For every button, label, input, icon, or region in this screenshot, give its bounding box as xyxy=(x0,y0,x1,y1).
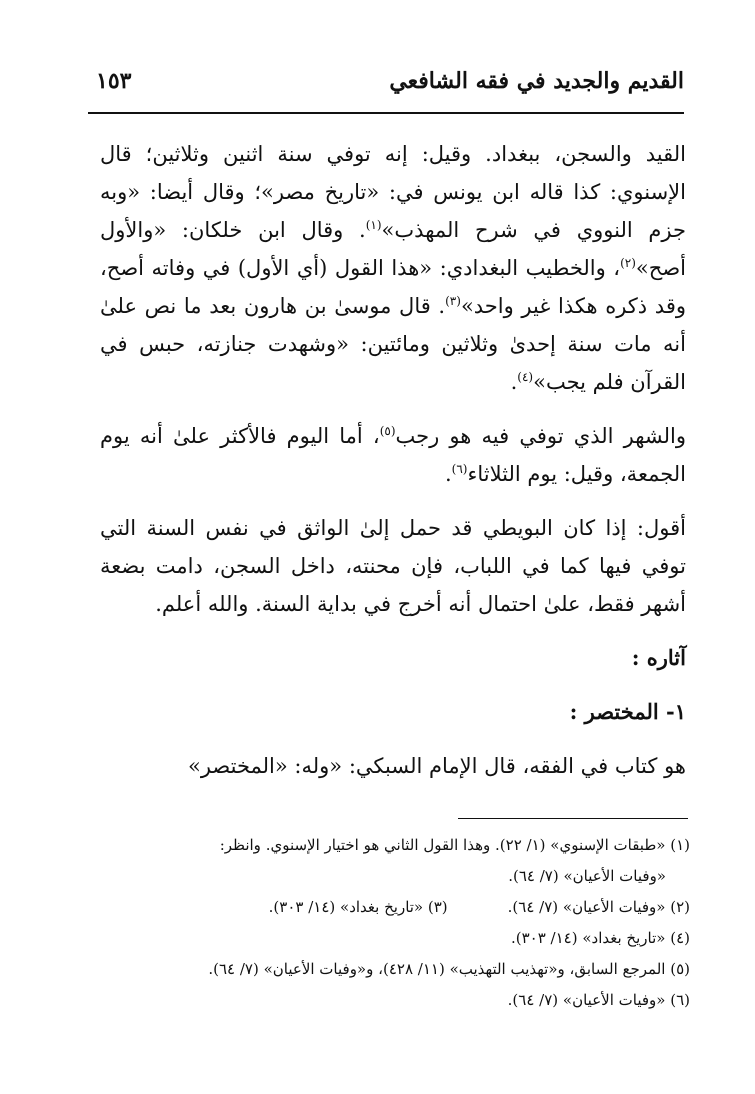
footnote-ref-2: (٢) xyxy=(620,256,636,270)
footnote-2: (٢) «وفيات الأعيان» (٧/ ٦٤). xyxy=(507,898,690,916)
footnote-1: (١) «طبقات الإسنوي» (١/ ٢٢). وهذا القول الثاني هو اختيار الإسنوي. وانظر: xyxy=(219,836,690,854)
paragraph-death-month: والشهر الذي توفي فيه هو رجب$^{(٥)}$، أما اليوم فالأكثر علىٰ أنه يوم الجمعة، وقيل: يوم الثلاثاء$^{(٦)}$. xyxy=(100,424,686,486)
footnote-3: (٣) «تاريخ بغداد» (١٤/ ٣٠٣). xyxy=(268,898,448,916)
footnote-row-2-3 xyxy=(100,892,690,923)
header-rule xyxy=(88,112,684,114)
header-title: القديم والجديد في فقه الشافعي xyxy=(389,68,684,94)
footnote-ref-5: (٥) xyxy=(379,424,396,438)
footnote-ref-1: (١) xyxy=(365,218,382,232)
section-heading-works: آثاره : xyxy=(631,645,686,670)
subsection-heading-mukhtasar: ١- المختصر : xyxy=(569,699,686,724)
footnote-separator xyxy=(458,818,688,819)
footnote-6: (٦) «وفيات الأعيان» (٧/ ٦٤). xyxy=(507,991,690,1009)
footnote-1-continued: «وفيات الأعيان» (٧/ ٦٤). xyxy=(508,867,666,885)
footnote-ref-3: (٣) xyxy=(445,294,461,308)
page-number: ١٥٣ xyxy=(96,68,132,94)
main-text xyxy=(100,135,686,801)
footnote-ref-4: (٤) xyxy=(517,370,534,384)
paragraph-author-comment: أقول: إذا كان البويطي قد حمل إلىٰ الواثق في نفس السنة التي توفي فيها كما في اللباب، فإن محنته، داخل السجن، دامت بضعة أشهر فقط، علىٰ احتمال أنه أخرج في بداية السنة. والله أعلم. xyxy=(100,516,686,616)
footnote-5: (٥) المرجع السابق، و«تهذيب التهذيب» (١١/ ٤٢٨)، و«وفيات الأعيان» (٧/ ٦٤). xyxy=(208,960,690,978)
footnote-4: (٤) «تاريخ بغداد» (١٤/ ٣٠٣). xyxy=(510,929,690,947)
footnotes xyxy=(100,830,690,1016)
paragraph-mukhtasar: هو كتاب في الفقه، قال الإمام السبكي: «وله: «المختصر» xyxy=(187,754,686,778)
footnote-ref-6: (٦) xyxy=(451,462,468,476)
paragraph-death-date: القيد والسجن، ببغداد. وقيل: إنه توفي سنة اثنين وثلاثين؛ قال الإسنوي: كذا قاله ابن يونس في: «تاريخ مصر»؛ وقال أيضا: «وبه جزم النووي في شرح المهذب»$^{(١)}$. وقال ابن خلكان: «والأول أصح»$^{(٢)}$، والخطيب البغدادي: «هذا القول (أي الأول) في وفاته أصح، وقد ذكره هكذا غير واحد»$^{(٣)}$. قال موسىٰ بن هارون بعد ما نص علىٰ أنه مات سنة إحدىٰ وثلاثين ومائتين: «وشهدت جنازته، حبس في القرآن فلم يجب»$^{(٤)}$. xyxy=(100,142,687,394)
running-header xyxy=(88,60,684,110)
